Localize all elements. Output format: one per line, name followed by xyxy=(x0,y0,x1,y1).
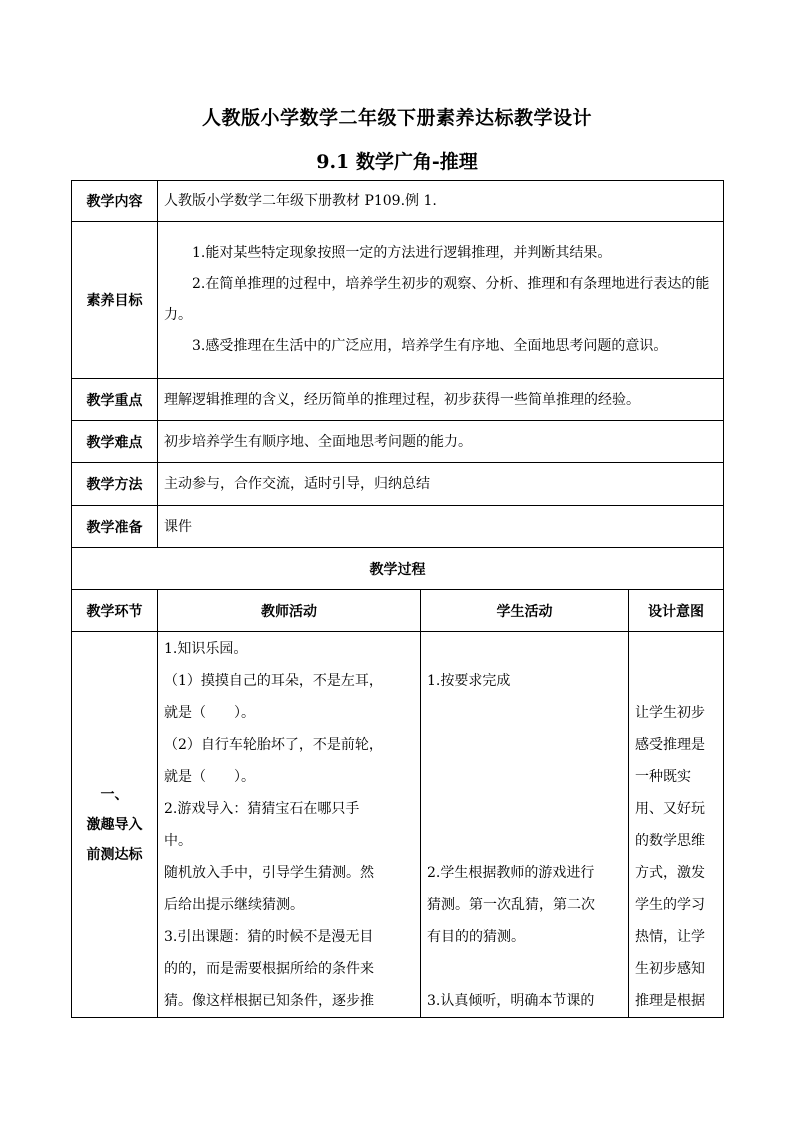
lesson-title: 9.1 数学广角-推理 xyxy=(316,151,478,173)
col-header-intent: 设计意图 xyxy=(629,590,724,632)
student-line: 猜测。第一次乱猜，第二次 xyxy=(427,897,595,913)
row-method xyxy=(72,463,724,506)
value-method: 主动参与，合作交流，适时引导，归纳总结 xyxy=(158,463,724,506)
teacher-line: （2）自行车轮胎坏了，不是前轮， xyxy=(164,737,383,753)
value-difficulty: 初步培养学生有顺序地、全面地思考问题的能力。 xyxy=(158,421,724,463)
row-process-title xyxy=(72,548,724,590)
teacher-line: （1）摸摸自己的耳朵，不是左耳， xyxy=(164,673,383,689)
goal-item: 2.在简单推理的过程中，培养学生初步的观察、分析、推理和有条理地进行表达的能力。 xyxy=(164,276,710,323)
page-title: 人教版小学数学二年级下册素养达标教学设计 xyxy=(201,107,592,129)
row-difficulty xyxy=(72,421,724,463)
value-content: 人教版小学数学二年级下册教材 P109.例 1. xyxy=(158,181,724,222)
label-prep: 教学准备 xyxy=(72,506,158,548)
teacher-line: 猜。像这样根据已知条件，逐步推 xyxy=(164,993,374,1009)
row-content xyxy=(72,181,724,222)
intent-line: 推理是根据 xyxy=(635,993,705,1009)
teacher-line: 中。 xyxy=(164,833,192,849)
label-key-point: 教学重点 xyxy=(72,379,158,421)
intent-line: 用、又好玩 xyxy=(635,801,705,817)
teacher-line: 就是（ ）。 xyxy=(164,769,255,785)
student-line: 有目的的猜测。 xyxy=(427,929,525,945)
label-difficulty: 教学难点 xyxy=(72,421,158,463)
student-line: 1.按要求完成 xyxy=(427,673,511,689)
intent-line: 生初步感知 xyxy=(635,961,705,977)
teacher-line: 的的，而是需要根据所给的条件来 xyxy=(164,961,374,977)
label-content: 教学内容 xyxy=(72,181,158,222)
row-process-header xyxy=(72,590,724,632)
teacher-line: 2.游戏导入：猜猜宝石在哪只手 xyxy=(164,801,360,817)
value-goals xyxy=(158,222,724,379)
student-activity xyxy=(421,632,629,1018)
student-line: 3.认真倾听，明确本节课的 xyxy=(427,993,595,1009)
intent-line: 一种既实 xyxy=(635,769,691,785)
teacher-activity xyxy=(158,632,421,1018)
intent-line: 的数学思维 xyxy=(635,833,705,849)
intent-line: 感受推理是 xyxy=(635,737,705,753)
label-method: 教学方法 xyxy=(72,463,158,506)
lesson-plan-table xyxy=(71,180,724,1018)
value-key-point: 理解逻辑推理的含义，经历简单的推理过程，初步获得一些简单推理的经验。 xyxy=(158,379,724,421)
process-title: 教学过程 xyxy=(72,548,724,590)
row-goals xyxy=(72,222,724,379)
stage-name: 激趣导入 xyxy=(86,816,143,833)
intent-line: 让学生初步 xyxy=(635,705,705,721)
row-prep xyxy=(72,506,724,548)
col-header-student: 学生活动 xyxy=(421,590,629,632)
col-header-stage: 教学环节 xyxy=(72,590,158,632)
stage-number: 一、 xyxy=(100,786,129,803)
student-line: 2.学生根据教师的游戏进行 xyxy=(427,865,595,881)
design-intent xyxy=(629,632,724,1018)
intent-line: 方式，激发 xyxy=(635,865,705,881)
intent-line: 学生的学习 xyxy=(635,897,705,913)
teacher-line: 后给出提示继续猜测。 xyxy=(164,897,304,913)
value-prep: 课件 xyxy=(158,506,724,548)
teacher-line: 1.知识乐园。 xyxy=(164,641,248,657)
teacher-line: 随机放入手中，引导学生猜测。然 xyxy=(164,865,374,881)
stage-1-label xyxy=(72,632,158,1018)
row-key-point xyxy=(72,379,724,421)
col-header-teacher: 教师活动 xyxy=(158,590,421,632)
row-stage-1 xyxy=(72,632,724,1018)
goal-item: 3.感受推理在生活中的广泛应用，培养学生有序地、全面地思考问题的意识。 xyxy=(192,338,668,354)
goal-item: 1.能对某些特定现象按照一定的方法进行逻辑推理，并判断其结果。 xyxy=(192,245,612,261)
teacher-line: 3.引出课题：猜的时候不是漫无目 xyxy=(164,929,374,945)
intent-line: 热情，让学 xyxy=(635,929,705,945)
stage-name-2: 前测达标 xyxy=(86,846,143,863)
label-goals: 素养目标 xyxy=(72,222,158,379)
teacher-line: 就是（ ）。 xyxy=(164,705,255,721)
